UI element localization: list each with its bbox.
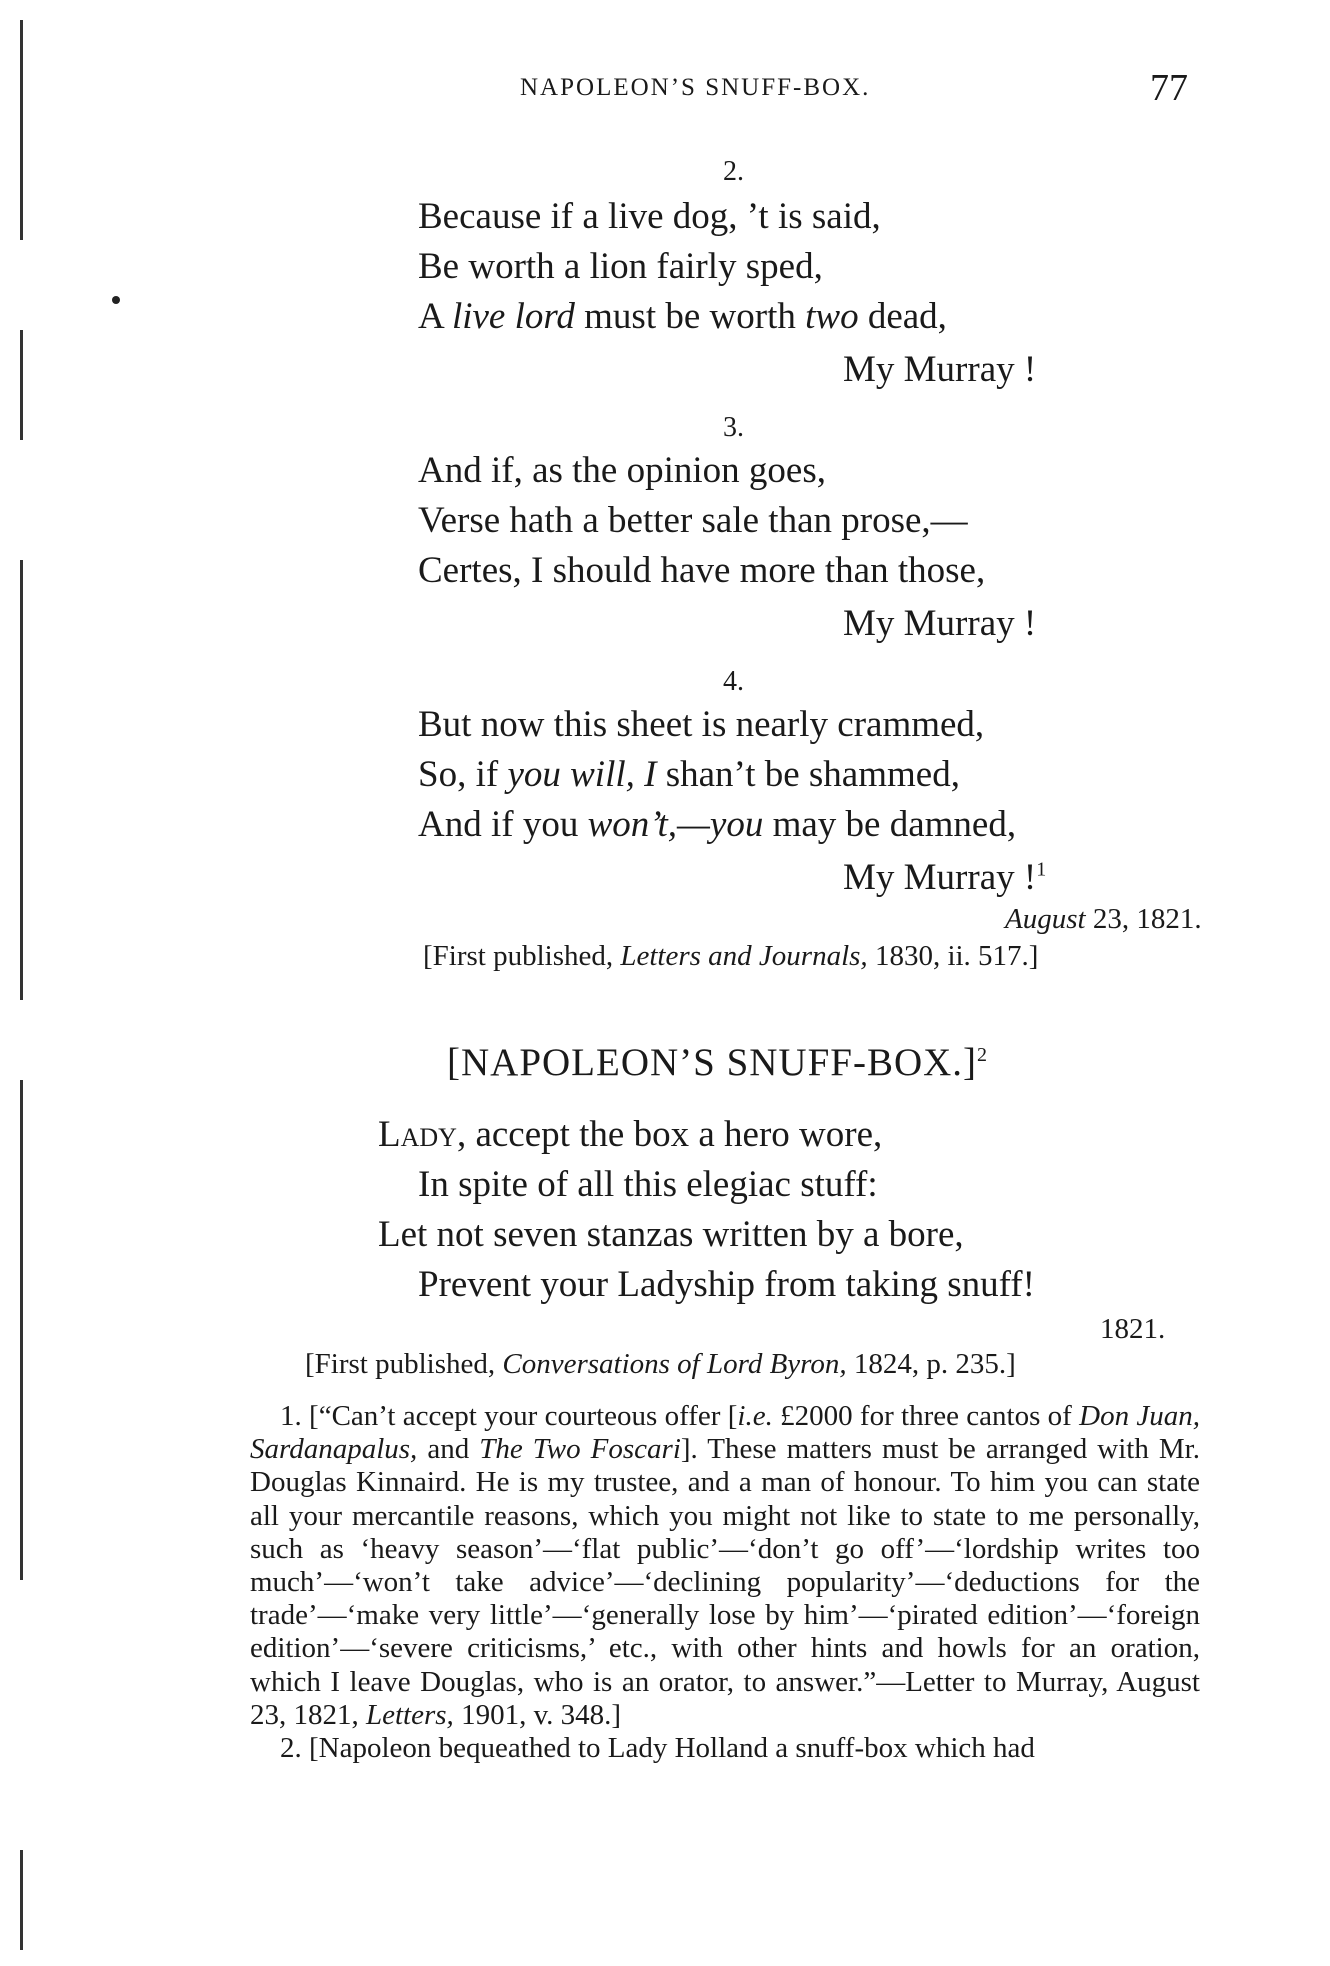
verse-line: A live lord must be worth two dead, (418, 296, 947, 337)
refrain: My Murray !$^1$ (843, 857, 1047, 898)
footnote-marker: 1 (1036, 858, 1047, 881)
page-number: 77 (1150, 67, 1188, 109)
poem-date: 1821. (1100, 1313, 1166, 1345)
footnote-2: 2. [Napoleon bequeathed to Lady Holland a snuff-box which had (280, 1732, 1035, 1765)
verse-line: Prevent your Ladyship from taking snuff! (418, 1264, 1035, 1305)
stanza-number: 4. (723, 666, 744, 697)
publication-note: [First published, Conversations of Lord Byron, 1824, p. 235.] (305, 1348, 1016, 1380)
refrain: My Murray ! (843, 603, 1037, 644)
scan-edge-mark (20, 560, 23, 1000)
running-title: NAPOLEON’S SNUFF-BOX. (520, 74, 871, 101)
verse-line: In spite of all this elegiac stuff: (418, 1164, 878, 1205)
refrain: My Murray ! (843, 349, 1037, 390)
footnote-marker: 2 (977, 1044, 989, 1066)
verse-line: So, if you will, I shan’t be shammed, (418, 754, 960, 795)
verse-line: Because if a live dog, ’t is said, (418, 196, 881, 237)
scan-speck (112, 296, 120, 304)
verse-line: Verse hath a better sale than prose,— (418, 500, 968, 541)
footnotes (250, 1400, 1200, 1765)
verse-line: Let not seven stanzas written by a bore, (378, 1214, 964, 1255)
publication-note: [First published, Letters and Journals, 1830, ii. 517.] (423, 940, 1039, 972)
poem-title: [NAPOLEON’S SNUFF-BOX.]$^2$ (447, 1041, 989, 1084)
verse-line: And if you won’t,—you may be damned, (418, 804, 1017, 845)
stanza-number: 3. (723, 412, 744, 443)
verse-line: But now this sheet is nearly crammed, (418, 704, 985, 745)
verse-line: And if, as the opinion goes, (418, 450, 826, 491)
footnote-1: 1. [“Can’t accept your courteous offer [i.e. £2000 for three cantos of Don Juan, Sardanapalus, and The Two Foscari]. These matters must be arranged with Mr. Douglas Kinnaird. He is my trustee, and a man of honour. To him you can state all your mercantile reasons, which you might not like to state to me personally, such as ‘heavy season’—‘flat public’—‘don’t go off’—‘lordship writes too much’—‘won’t take advice’—‘declining popularity’—‘deductions for the trade’—‘make very little’—‘generally lose by him’—‘pirated edition’—‘foreign edition’—‘severe criticisms,’ etc., with other hints and howls for an oration, which I leave Douglas, who is an orator, to answer.”—Letter to Murray, August 23, 1821, Letters, 1901, v. 348.] (250, 1400, 1200, 1731)
scan-edge-mark (20, 20, 23, 240)
poem-date: August 23, 1821. (1005, 903, 1202, 935)
scan-edge-mark (20, 1080, 23, 1580)
verse-line: Be worth a lion fairly sped, (418, 246, 823, 287)
scan-edge-mark (20, 330, 23, 440)
scan-edge-mark (20, 1850, 23, 1950)
verse-line: Certes, I should have more than those, (418, 550, 986, 591)
stanza-number: 2. (723, 156, 744, 187)
verse-line: Lady, accept the box a hero wore, (378, 1114, 883, 1155)
